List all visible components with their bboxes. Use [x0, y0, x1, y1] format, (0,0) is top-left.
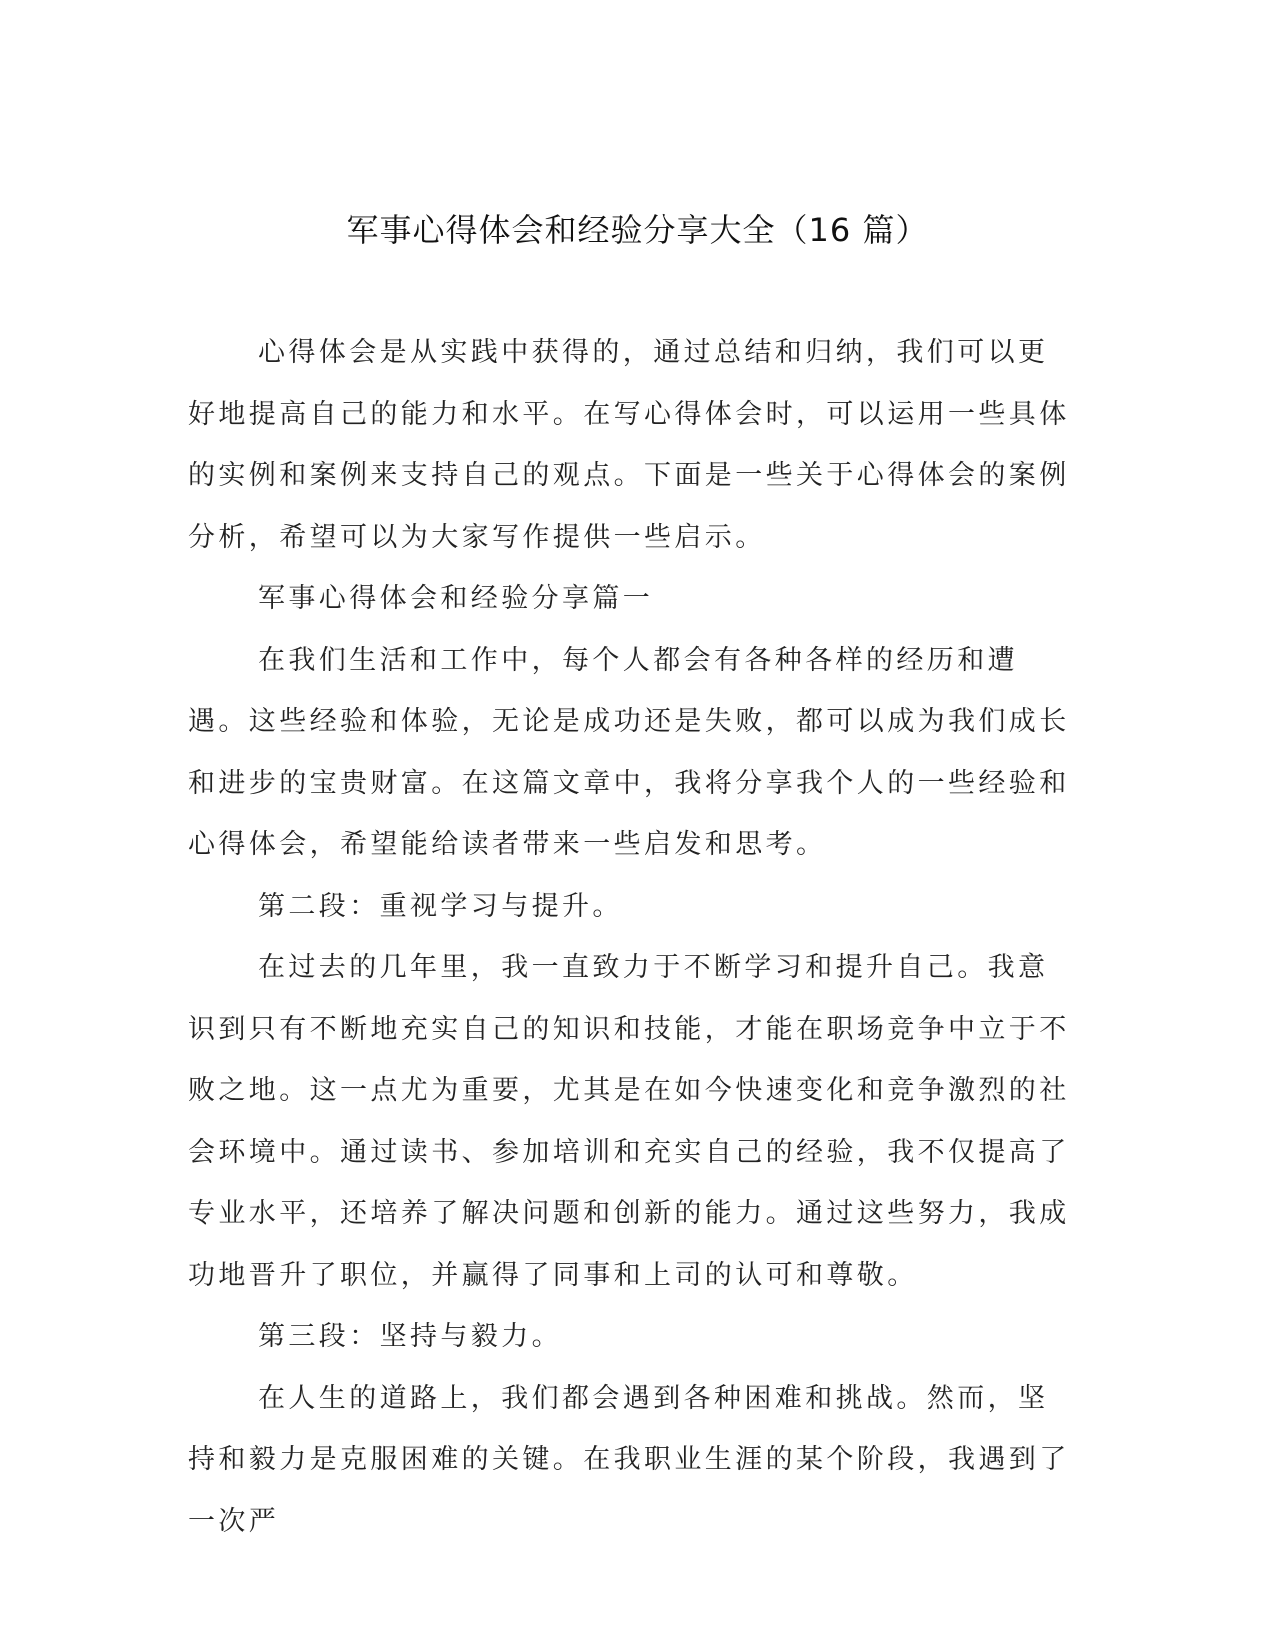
section-heading-paragraph-three: 第三段：坚持与毅力。	[258, 1321, 562, 1352]
document-body	[188, 322, 1070, 1552]
intro-paragraph: 心得体会是从实践中获得的，通过总结和归纳，我们可以更好地提高自己的能力和水平。在写心得体会时，可以运用一些具体的实例和案例来支持自己的观点。下面是一些关于心得体会的案例分析，希望可以为大家写作提供一些启示。	[188, 337, 1070, 553]
document-title: 军事心得体会和经验分享大全（16 篇）	[346, 211, 929, 249]
body-paragraph: 在我们生活和工作中，每个人都会有各种各样的经历和遭遇。这些经验和体验，无论是成功还是失败，都可以成为我们成长和进步的宝贵财富。在这篇文章中，我将分享我个人的一些经验和心得体会，希望能给读者带来一些启发和思考。	[188, 644, 1070, 860]
section-heading-part-one: 军事心得体会和经验分享篇一	[258, 583, 654, 614]
body-paragraph: 在过去的几年里，我一直致力于不断学习和提升自己。我意识到只有不断地充实自己的知识和技能，才能在职场竞争中立于不败之地。这一点尤为重要，尤其是在如今快速变化和竞争激烈的社会环境中。通过读书、参加培训和充实自己的经验，我不仅提高了专业水平，还培养了解决问题和创新的能力。通过这些努力，我成功地晋升了职位，并赢得了同事和上司的认可和尊敬。	[188, 952, 1070, 1291]
body-paragraph: 在人生的道路上，我们都会遇到各种困难和挑战。然而，坚持和毅力是克服困难的关键。在我职业生涯的某个阶段，我遇到了一次严	[188, 1382, 1070, 1537]
section-heading-paragraph-two: 第二段：重视学习与提升。	[258, 890, 623, 922]
